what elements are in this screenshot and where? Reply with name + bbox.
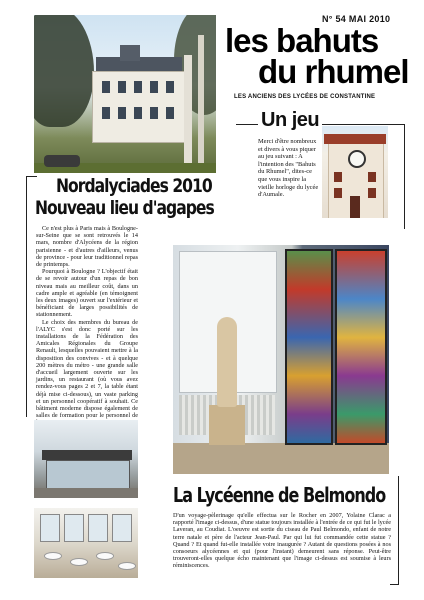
article2-body: D'un voyage-pèlerinage qu'elle effectua sur le Rocher en 2007, Yolaine Clarac a rapporté l'image ci-dessus, d'une statue toujours installée à l'entrée de ce qui fut le lycée Laveran, au Coudiat. L'oeuvre est sortie du ciseau de Paul Belmondo, enfant de notre terre natale et père de l'acteur Jean-Paul. Par qui lui fut commandée cette statue ? Quand ? Et quand fut-elle installée voire inaugurée ? Autant de questions posées à nos consoeurs alycéennes et qui (pour l'instant) demeurent sans réponse. Peut-être trouveront-elles quelque écho maintenant que l'image ci-dessus est soumise à leurs réminiscences.: [173, 512, 391, 570]
masthead-title-line2: du rhumel: [258, 53, 409, 90]
restaurant-interior-photo: [34, 508, 138, 578]
article1-paragraph: Pourquoi à Boulogne ? L'objectif était de se revoir autour d'un repas de bon niveau mais au meilleur coût, dans un cadre ample et agréable (en témoignent les deux images) ouvert sur l'extérieur et bénéficiant de larges possibilités de stationnement.: [36, 268, 138, 319]
game-text: Merci d'être nombreux et divers à vous piquer au jeu suivant : A l'intention des "Bahuts du Rhumel", dites-ce que vous inspire la vieille horloge du lycée d'Aumale.: [258, 138, 319, 199]
article1-title-line2: Nouveau lieu d'agapes: [35, 197, 214, 219]
article2-title: La Lycéenne de Belmondo: [173, 483, 386, 507]
issue-number: N° 54 MAI 2010: [322, 14, 391, 24]
article1-paragraph: Ce n'est plus à Paris mais à Boulogne-sur-Seine que se sont retrouvés le 14 mars, nombre d'Alycéens de la région parisienne - et d'autres d'ailleurs, venus de province - pour leur traditionnel repas de printemps.: [36, 225, 138, 269]
article1-title-line1: Nordalyciades 2010: [56, 175, 212, 197]
article1-body: [36, 225, 138, 427]
article1-paragraph: Le choix des membres du bureau de l'ALYC s'est donc porté sur les installations de la Fédération des Amicales Régionales du Groupe Renault, lesquelles pouvaient mettre à la disposition des convives - et à quelque 200 mètres du métro - une grande salle d'accueil largement ouverte sur les jardins, un restaurant (où vous avez rendez-vous pages 2 et 7, la table étant déjà mise ci-dessous), un vaste parking et un personnel coopératif à souhait. Ce bâtiment moderne dispose également de salles de formation pour le personnel de: [36, 318, 138, 420]
statue-photo: [173, 245, 389, 474]
mansion-photo: [34, 15, 216, 173]
building-exterior-photo: [34, 420, 138, 498]
clock-photo: [322, 126, 388, 218]
game-title: Un jeu: [258, 109, 322, 132]
article2-frame: [390, 476, 399, 585]
masthead-tagline: LES ANCIENS DES LYCÉES DE CONSTANTINE: [234, 94, 376, 100]
masthead-title-line1: les bahuts: [225, 22, 379, 59]
